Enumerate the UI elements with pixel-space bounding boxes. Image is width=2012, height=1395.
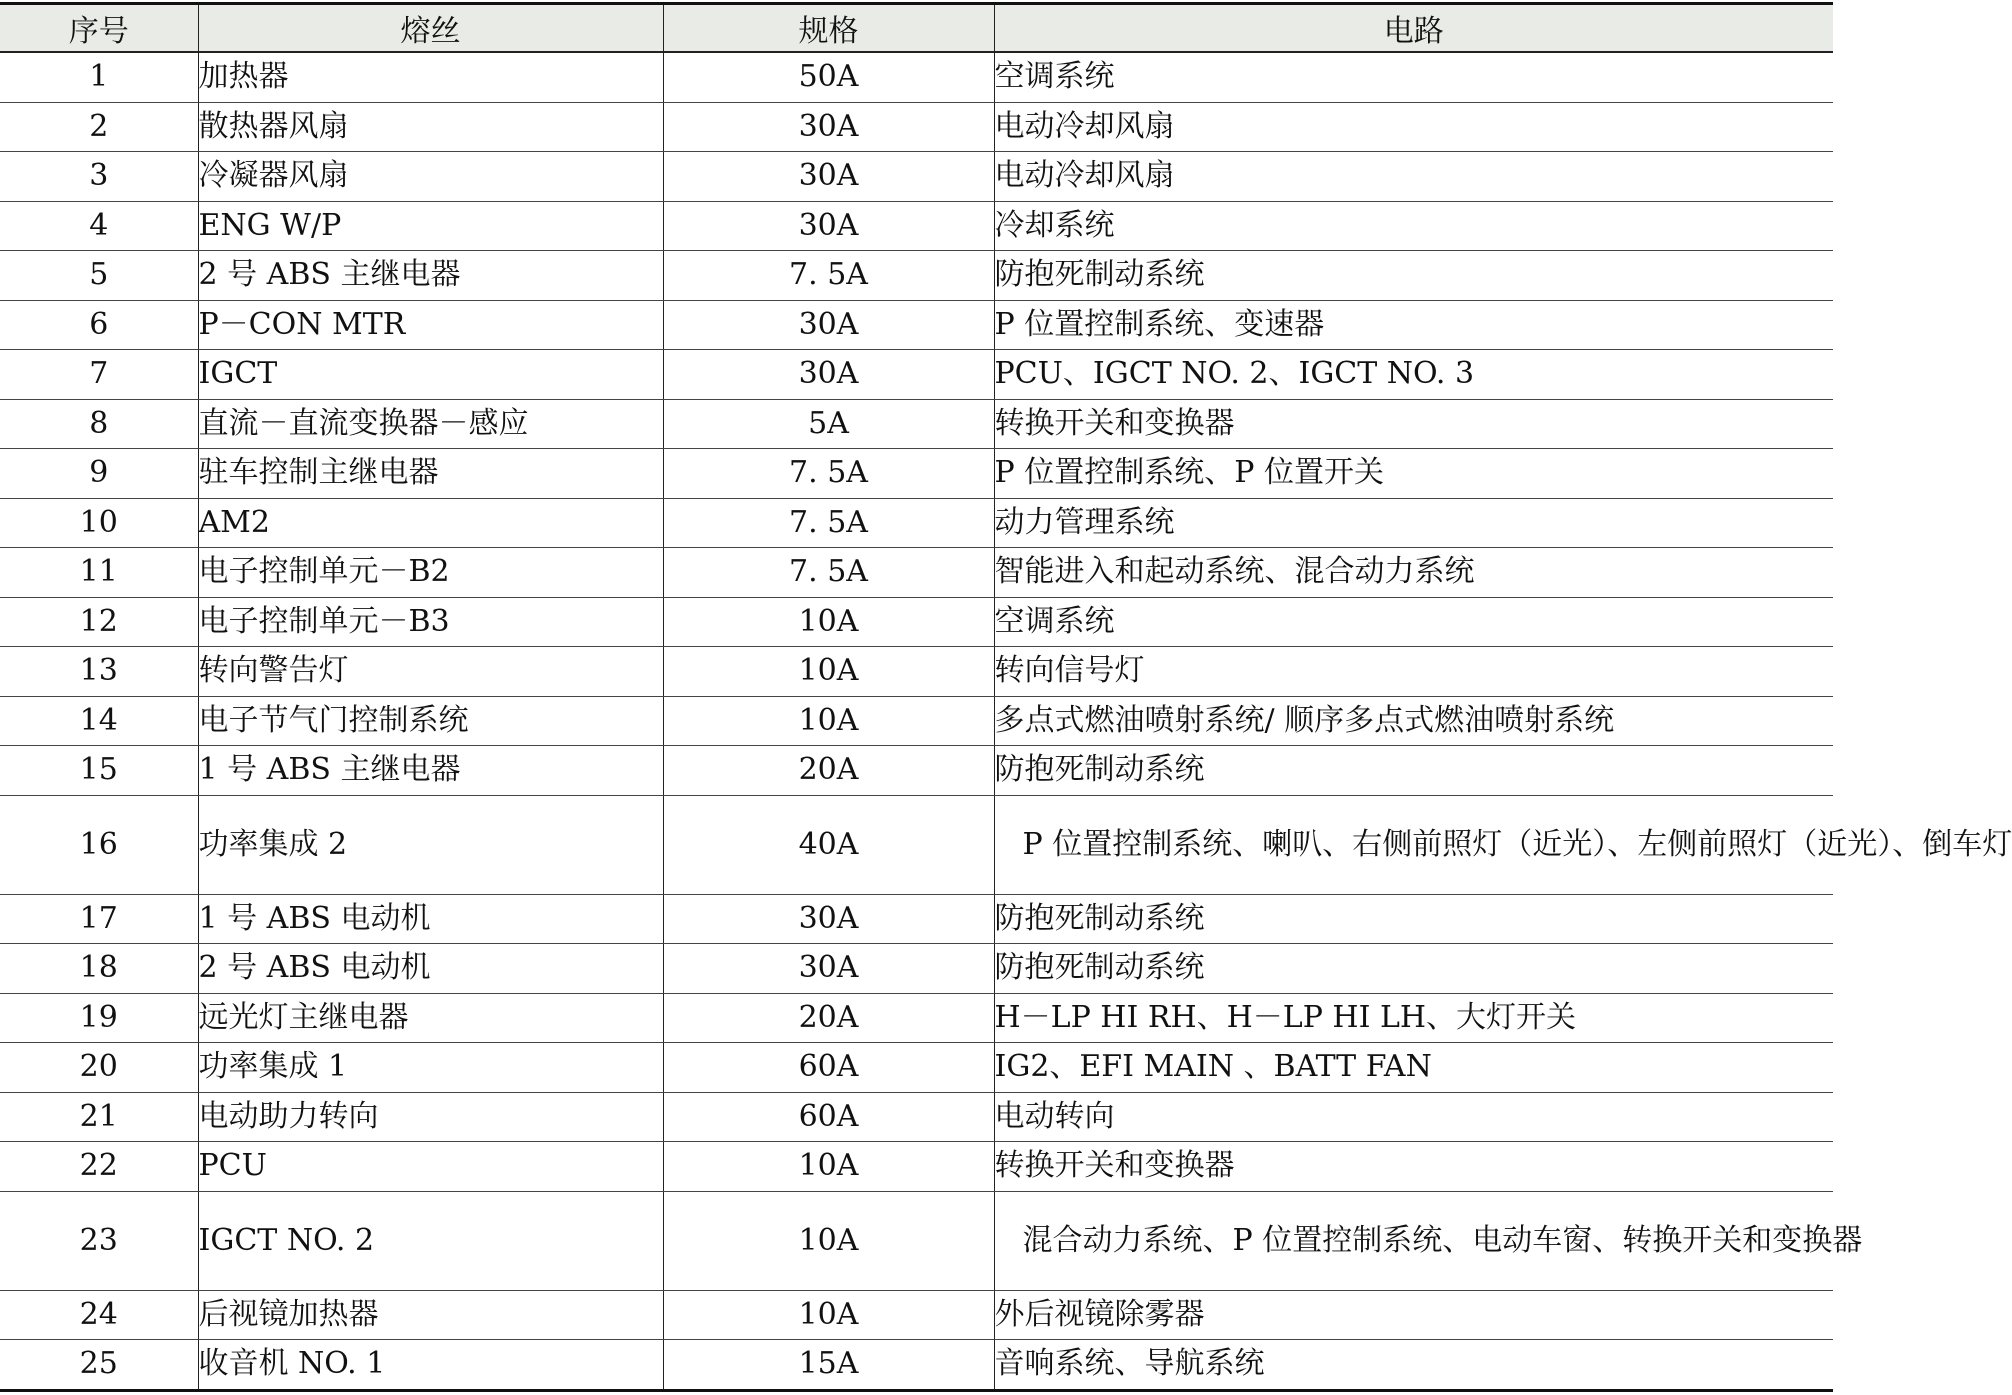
cell-circuit: IG2、EFI MAIN 、BATT FAN — [994, 1043, 1833, 1093]
cell-no: 10 — [0, 498, 198, 548]
cell-fuse: 电子控制单元－B3 — [198, 597, 663, 647]
cell-circuit: 冷却系统 — [994, 201, 1833, 251]
cell-circuit: PCU、IGCT NO. 2、IGCT NO. 3 — [994, 350, 1833, 400]
cell-fuse: 1 号 ABS 电动机 — [198, 894, 663, 944]
cell-fuse: ENG W/P — [198, 201, 663, 251]
table-row — [0, 548, 1833, 598]
cell-spec: 10A — [663, 597, 994, 647]
cell-no: 19 — [0, 993, 198, 1043]
table-row — [0, 597, 1833, 647]
cell-spec: 30A — [663, 350, 994, 400]
cell-no: 22 — [0, 1142, 198, 1192]
cell-no: 17 — [0, 894, 198, 944]
cell-spec: 30A — [663, 300, 994, 350]
table-row — [0, 300, 1833, 350]
cell-no: 23 — [0, 1191, 198, 1290]
cell-spec: 20A — [663, 993, 994, 1043]
cell-circuit: 电动冷却风扇 — [994, 102, 1833, 152]
table-row — [0, 647, 1833, 697]
cell-no: 14 — [0, 696, 198, 746]
cell-circuit: P 位置控制系统、变速器 — [994, 300, 1833, 350]
table-row — [0, 696, 1833, 746]
header-fuse: 熔丝 — [198, 4, 663, 53]
cell-fuse: 2 号 ABS 电动机 — [198, 944, 663, 994]
cell-circuit: 动力管理系统 — [994, 498, 1833, 548]
cell-circuit: 防抱死制动系统 — [994, 944, 1833, 994]
cell-spec: 30A — [663, 201, 994, 251]
cell-fuse: 直流－直流变换器－感应 — [198, 399, 663, 449]
cell-circuit: H－LP HI RH、H－LP HI LH、大灯开关 — [994, 993, 1833, 1043]
cell-fuse: PCU — [198, 1142, 663, 1192]
header-circuit: 电路 — [994, 4, 1833, 53]
cell-fuse: 电子节气门控制系统 — [198, 696, 663, 746]
cell-no: 8 — [0, 399, 198, 449]
cell-spec: 5A — [663, 399, 994, 449]
header-no: 序号 — [0, 4, 198, 53]
table-row — [0, 201, 1833, 251]
cell-spec: 30A — [663, 894, 994, 944]
cell-fuse: 转向警告灯 — [198, 647, 663, 697]
cell-spec: 7. 5A — [663, 498, 994, 548]
table-row — [0, 498, 1833, 548]
cell-circuit: P 位置控制系统、喇叭、右侧前照灯（近光）、左侧前照灯（近光）、倒车灯 — [994, 795, 1833, 894]
cell-no: 1 — [0, 52, 198, 102]
cell-circuit: 转换开关和变换器 — [994, 399, 1833, 449]
table-row — [0, 399, 1833, 449]
cell-fuse: 驻车控制主继电器 — [198, 449, 663, 499]
cell-spec: 60A — [663, 1092, 994, 1142]
cell-fuse: 功率集成 1 — [198, 1043, 663, 1093]
cell-spec: 10A — [663, 1290, 994, 1340]
cell-no: 12 — [0, 597, 198, 647]
table-body — [0, 52, 2012, 1390]
cell-circuit: 多点式燃油喷射系统/ 顺序多点式燃油喷射系统 — [994, 696, 1833, 746]
table-row — [0, 449, 1833, 499]
table-row — [0, 1191, 1833, 1290]
cell-spec: 40A — [663, 795, 994, 894]
cell-fuse: 后视镜加热器 — [198, 1290, 663, 1340]
table-row — [0, 52, 1833, 102]
cell-circuit: 混合动力系统、P 位置控制系统、电动车窗、转换开关和变换器 — [994, 1191, 1833, 1290]
table-row — [0, 1043, 1833, 1093]
cell-spec: 30A — [663, 944, 994, 994]
table-row — [0, 251, 1833, 301]
table-row — [0, 1290, 1833, 1340]
header-row — [0, 4, 1833, 53]
cell-fuse: AM2 — [198, 498, 663, 548]
cell-fuse: IGCT NO. 2 — [198, 1191, 663, 1290]
cell-fuse: 电动助力转向 — [198, 1092, 663, 1142]
cell-spec: 30A — [663, 152, 994, 202]
cell-no: 3 — [0, 152, 198, 202]
table-row — [0, 993, 1833, 1043]
header-spec: 规格 — [663, 4, 994, 53]
cell-no: 2 — [0, 102, 198, 152]
cell-spec: 7. 5A — [663, 251, 994, 301]
table-row — [0, 795, 1833, 894]
cell-circuit: 外后视镜除雾器 — [994, 1290, 1833, 1340]
table-header — [0, 4, 1833, 53]
cell-spec: 7. 5A — [663, 449, 994, 499]
cell-fuse: 远光灯主继电器 — [198, 993, 663, 1043]
cell-fuse: 加热器 — [198, 52, 663, 102]
cell-no: 15 — [0, 746, 198, 796]
cell-circuit: 转向信号灯 — [994, 647, 1833, 697]
cell-no: 4 — [0, 201, 198, 251]
cell-circuit: 电动转向 — [994, 1092, 1833, 1142]
cell-no: 13 — [0, 647, 198, 697]
cell-fuse: 冷凝器风扇 — [198, 152, 663, 202]
cell-fuse: P－CON MTR — [198, 300, 663, 350]
cell-fuse: 电子控制单元－B2 — [198, 548, 663, 598]
cell-no: 25 — [0, 1340, 198, 1391]
cell-no: 11 — [0, 548, 198, 598]
cell-circuit: 空调系统 — [994, 597, 1833, 647]
cell-spec: 50A — [663, 52, 994, 102]
cell-no: 16 — [0, 795, 198, 894]
cell-no: 20 — [0, 1043, 198, 1093]
cell-spec: 30A — [663, 102, 994, 152]
cell-circuit: 电动冷却风扇 — [994, 152, 1833, 202]
cell-fuse: 1 号 ABS 主继电器 — [198, 746, 663, 796]
cell-no: 24 — [0, 1290, 198, 1340]
table-row — [0, 152, 1833, 202]
table-row — [0, 1092, 1833, 1142]
fuse-table — [0, 2, 2012, 1392]
table-row — [0, 102, 1833, 152]
cell-spec: 10A — [663, 647, 994, 697]
table-row — [0, 944, 1833, 994]
cell-spec: 20A — [663, 746, 994, 796]
cell-circuit: 智能进入和起动系统、混合动力系统 — [994, 548, 1833, 598]
cell-fuse: 收音机 NO. 1 — [198, 1340, 663, 1391]
table-row — [0, 1340, 1833, 1391]
cell-fuse: 2 号 ABS 主继电器 — [198, 251, 663, 301]
cell-spec: 60A — [663, 1043, 994, 1093]
cell-no: 18 — [0, 944, 198, 994]
cell-circuit: P 位置控制系统、P 位置开关 — [994, 449, 1833, 499]
cell-spec: 10A — [663, 1142, 994, 1192]
table-row — [0, 350, 1833, 400]
cell-fuse: 功率集成 2 — [198, 795, 663, 894]
cell-no: 5 — [0, 251, 198, 301]
cell-fuse: IGCT — [198, 350, 663, 400]
table-row — [0, 746, 1833, 796]
cell-fuse: 散热器风扇 — [198, 102, 663, 152]
cell-no: 7 — [0, 350, 198, 400]
cell-spec: 15A — [663, 1340, 994, 1391]
table-row — [0, 894, 1833, 944]
cell-circuit: 转换开关和变换器 — [994, 1142, 1833, 1192]
table-row — [0, 1142, 1833, 1192]
cell-no: 9 — [0, 449, 198, 499]
cell-spec: 7. 5A — [663, 548, 994, 598]
cell-circuit: 防抱死制动系统 — [994, 251, 1833, 301]
cell-circuit: 音响系统、导航系统 — [994, 1340, 1833, 1391]
cell-circuit: 防抱死制动系统 — [994, 746, 1833, 796]
cell-no: 6 — [0, 300, 198, 350]
cell-no: 21 — [0, 1092, 198, 1142]
cell-circuit: 防抱死制动系统 — [994, 894, 1833, 944]
cell-spec: 10A — [663, 696, 994, 746]
cell-circuit: 空调系统 — [994, 52, 1833, 102]
cell-spec: 10A — [663, 1191, 994, 1290]
